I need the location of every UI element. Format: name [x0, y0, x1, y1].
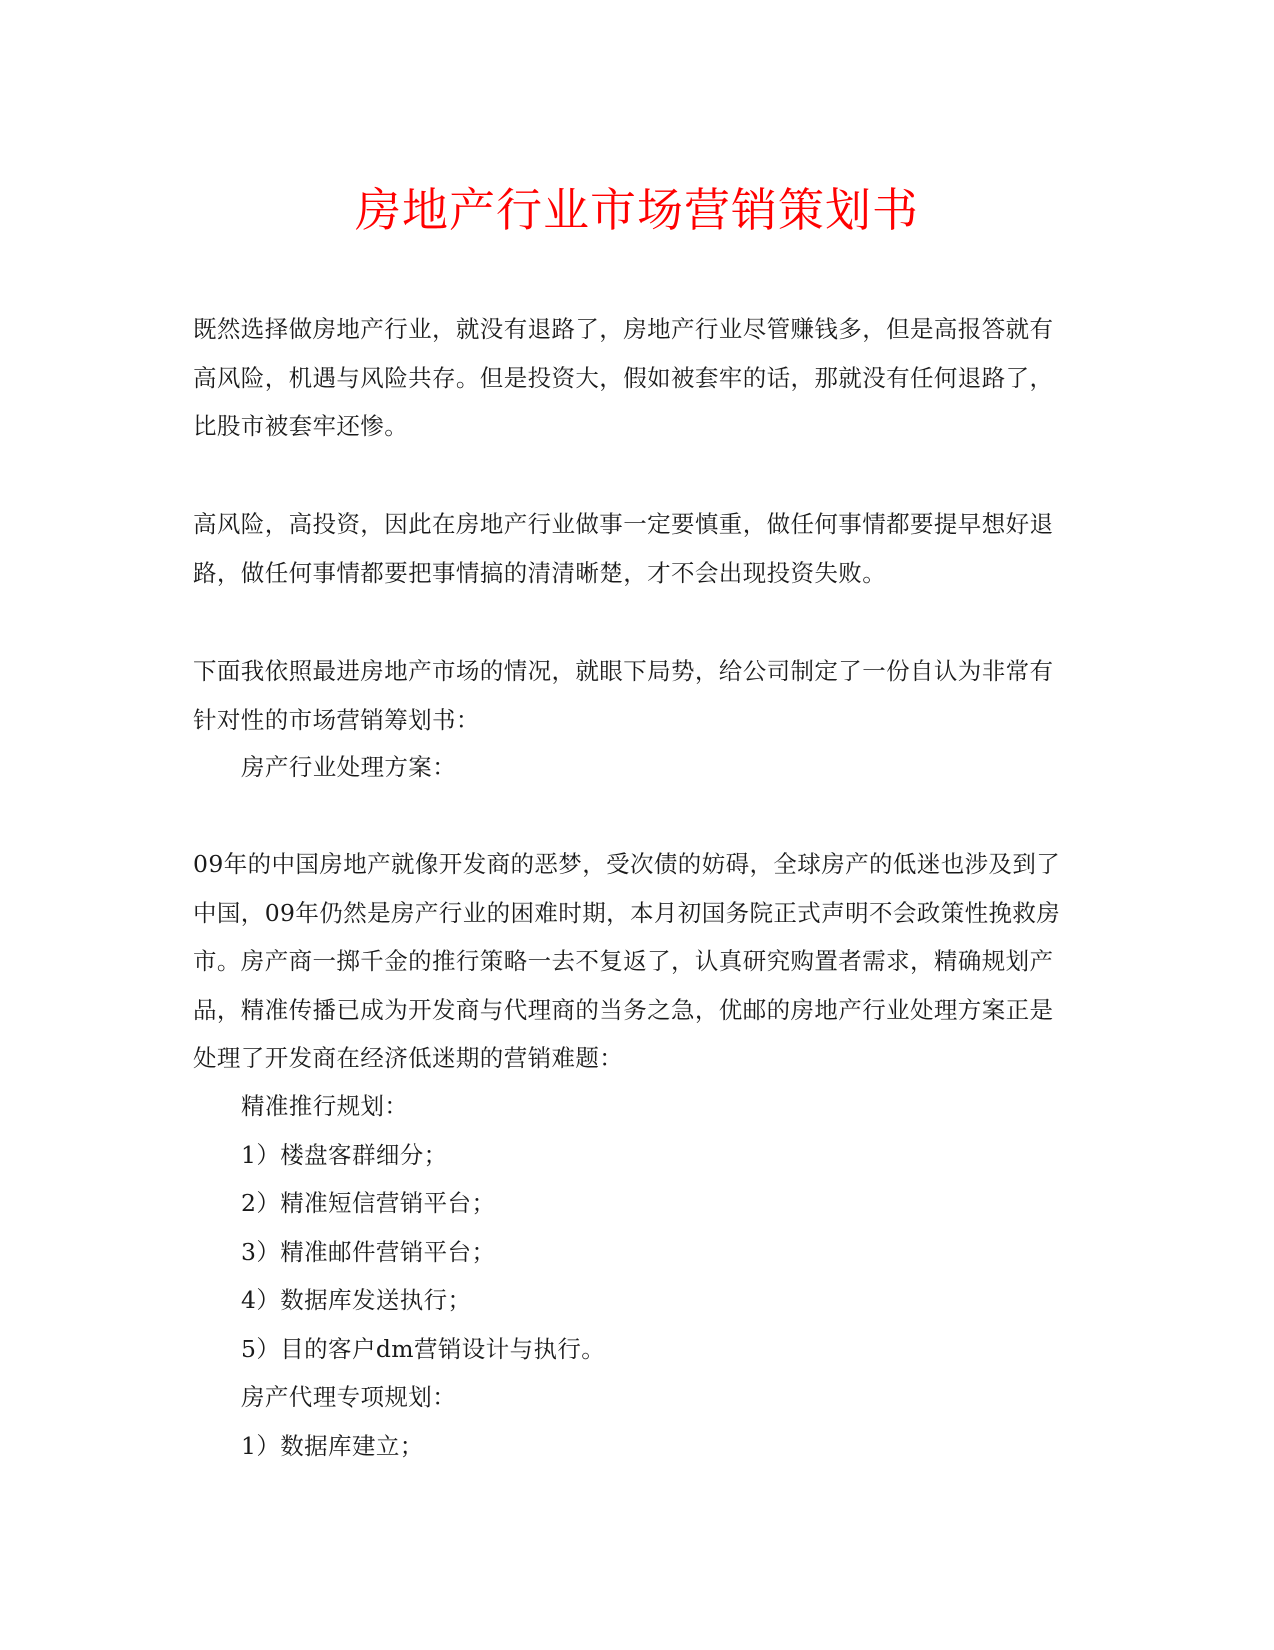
list-item: 1）楼盘客群细分； [241, 1140, 448, 1169]
list-item: 5）目的客户dm营销设计与执行。 [241, 1334, 606, 1363]
plan-list [241, 1082, 1071, 1470]
list-item: 1）数据库建立； [241, 1431, 424, 1460]
list-item: 精准推行规划： [241, 1092, 409, 1120]
section-heading-solution: 房产行业处理方案： [241, 753, 457, 781]
list-item: 3）精准邮件营销平台； [241, 1237, 496, 1266]
list-item: 4）数据库发送执行； [241, 1286, 472, 1314]
list-item: 2）精准短信营销平台； [241, 1189, 496, 1217]
paragraph-2: 高风险，高投资，因此在房地产行业做事一定要慎重，做任何事情都要提早想好退路，做任何事情都要把事情搞的清清晰楚，才不会出现投资失败。 [193, 510, 1054, 587]
document-title: 房地产行业市场营销策划书 [355, 183, 919, 237]
list-item: 房产代理专项规划： [241, 1383, 457, 1411]
paragraph-1: 既然选择做房地产行业，就没有退路了，房地产行业尽管赚钱多，但是高报答就有高风险，机遇与风险共存。但是投资大，假如被套牢的话，那就没有任何退路了，比股市被套牢还惨。 [193, 315, 1054, 440]
paragraph-3: 下面我依照最进房地产市场的情况，就眼下局势，给公司制定了一份自认为非常有针对性的市场营销筹划书： [193, 657, 1054, 734]
paragraph-4: 09年的中国房地产就像开发商的恶梦，受次债的妨碍，全球房产的低迷也涉及到了中国，09年仍然是房产行业的困难时期，本月初国务院正式声明不会政策性挽救房市。房产商一掷千金的推行策略一去不复返了，认真研究购置者需求，精确规划产品，精准传播已成为开发商与代理商的当务之急，优邮的房地产行业处理方案正是处理了开发商在经济低迷期的营销难题： [193, 850, 1061, 1072]
